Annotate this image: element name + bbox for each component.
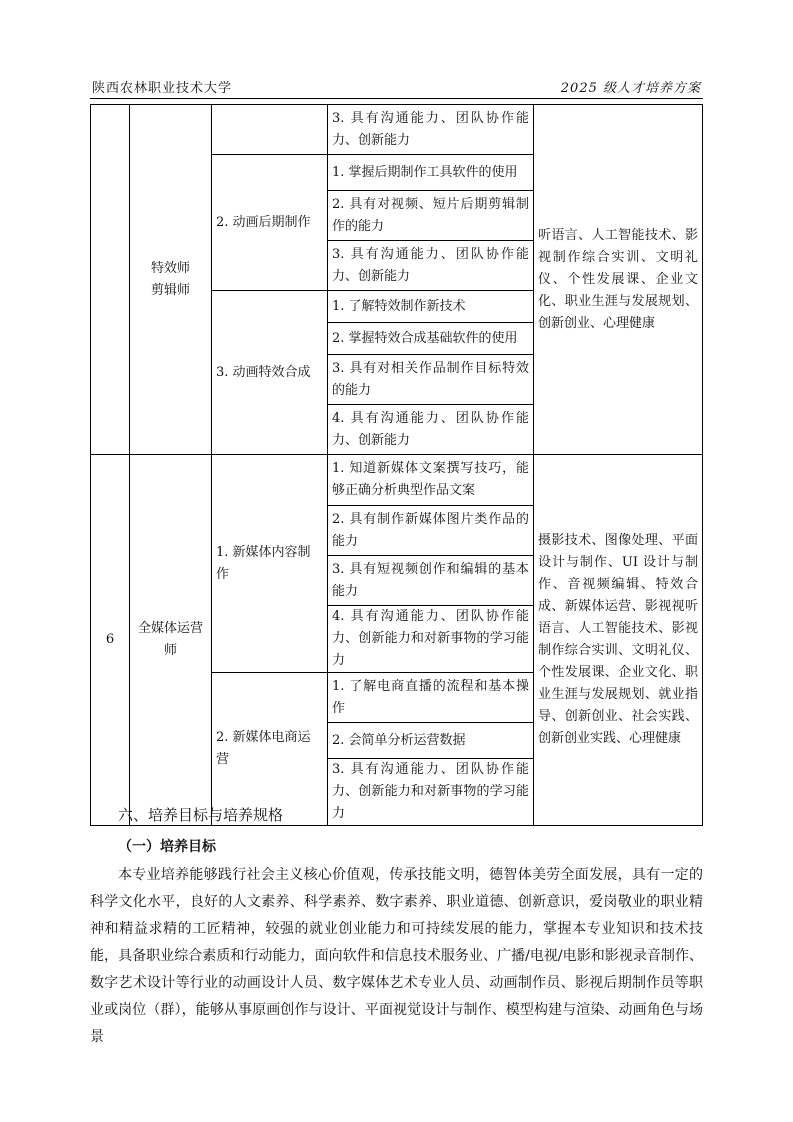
task-cell: 2. 动画后期制作 (212, 155, 328, 291)
courses-cell: 听语言、人工智能技术、影视制作综合实训、文明礼仪、个性发展课、企业文化、职业生涯与发展规划、创新创业、心理健康 (534, 105, 703, 455)
ability-cell: 2. 具有对视频、短片后期剪辑制作的能力 (328, 191, 534, 241)
header-divider (90, 98, 703, 99)
ability-cell: 3. 具有对相关作品制作目标特效的能力 (328, 355, 534, 405)
task-cell (212, 105, 328, 155)
section-heading: 六、培养目标与培养规格 (118, 806, 284, 824)
ability-cell: 1. 了解电商直播的流程和基本操作 (328, 673, 534, 723)
subsection-heading: （一）培养目标 (118, 839, 216, 855)
ability-cell: 4. 具有沟通能力、团队协作能力、创新能力 (328, 405, 534, 455)
ability-cell: 4. 具有沟通能力、团队协作能力、创新能力和对新事物的学习能力 (328, 606, 534, 673)
ability-cell: 2. 掌握特效合成基础软件的使用 (328, 323, 534, 355)
task-cell: 3. 动画特效合成 (212, 291, 328, 455)
job-title-cell: 全媒体运营 师 (130, 455, 212, 826)
school-name: 陕西农林职业技术大学 (92, 81, 233, 96)
ability-cell: 3. 具有沟通能力、团队协作能力、创新能力和对新事物的学习能力 (328, 759, 534, 826)
ability-cell: 1. 知道新媒体文案撰写技巧，能够正确分析典型作品文案 (328, 455, 534, 506)
table-row (91, 455, 703, 506)
ability-cell: 1. 了解特效制作新技术 (328, 291, 534, 323)
ability-cell: 2. 具有制作新媒体图片类作品的能力 (328, 506, 534, 556)
task-cell: 2. 新媒体电商运营 (212, 673, 328, 826)
row-number-cell (91, 105, 130, 455)
task-cell: 1. 新媒体内容制作 (212, 455, 328, 673)
job-title-cell: 特效师 剪辑师 (130, 105, 212, 455)
ability-cell: 3. 具有沟通能力、团队协作能力、创新能力 (328, 241, 534, 291)
ability-cell: 2. 会简单分析运营数据 (328, 723, 534, 759)
row-number-cell: 6 (91, 455, 130, 826)
ability-cell: 1. 掌握后期制作工具软件的使用 (328, 155, 534, 191)
courses-cell: 摄影技术、图像处理、平面设计与制作、UI 设计与制作、音视频编辑、特效合成、新媒体运营、影视视听语言、人工智能技术、影视制作综合实训、文明礼仪、个性发展课、企业文化、职业生涯与发展规划、就业指导、创新创业、社会实践、创新创业实践、心理健康 (534, 455, 703, 826)
table-row (91, 105, 703, 155)
job-ability-table (90, 104, 703, 826)
document-title: 2025 级人才培养方案 (560, 81, 701, 96)
ability-cell: 3. 具有短视频创作和编辑的基本能力 (328, 556, 534, 606)
ability-cell: 3. 具有沟通能力、团队协作能力、创新能力 (328, 105, 534, 155)
body-paragraph-block (90, 862, 703, 1051)
body-paragraph: 本专业培养能够践行社会主义核心价值观，传承技能文明，德智体美劳全面发展，具有一定的科学文化水平，良好的人文素养、科学素养、数字素养、职业道德、创新意识，爱岗敬业的职业精神和精益求精的工匠精神，较强的就业创业能力和可持续发展的能力，掌握本专业知识和技术技能，具备职业综合素质和行动能力，面向软件和信息技术服务业、广播/电视/电影和影视录音制作、数字艺术设计等行业的动画设计人员、数字媒体艺术专业人员、动画制作员、影视后期制作员等职业或岗位（群），能够从事原画创作与设计、平面视觉设计与制作、模型构建与渲染、动画角色与场景 (90, 867, 703, 1045)
